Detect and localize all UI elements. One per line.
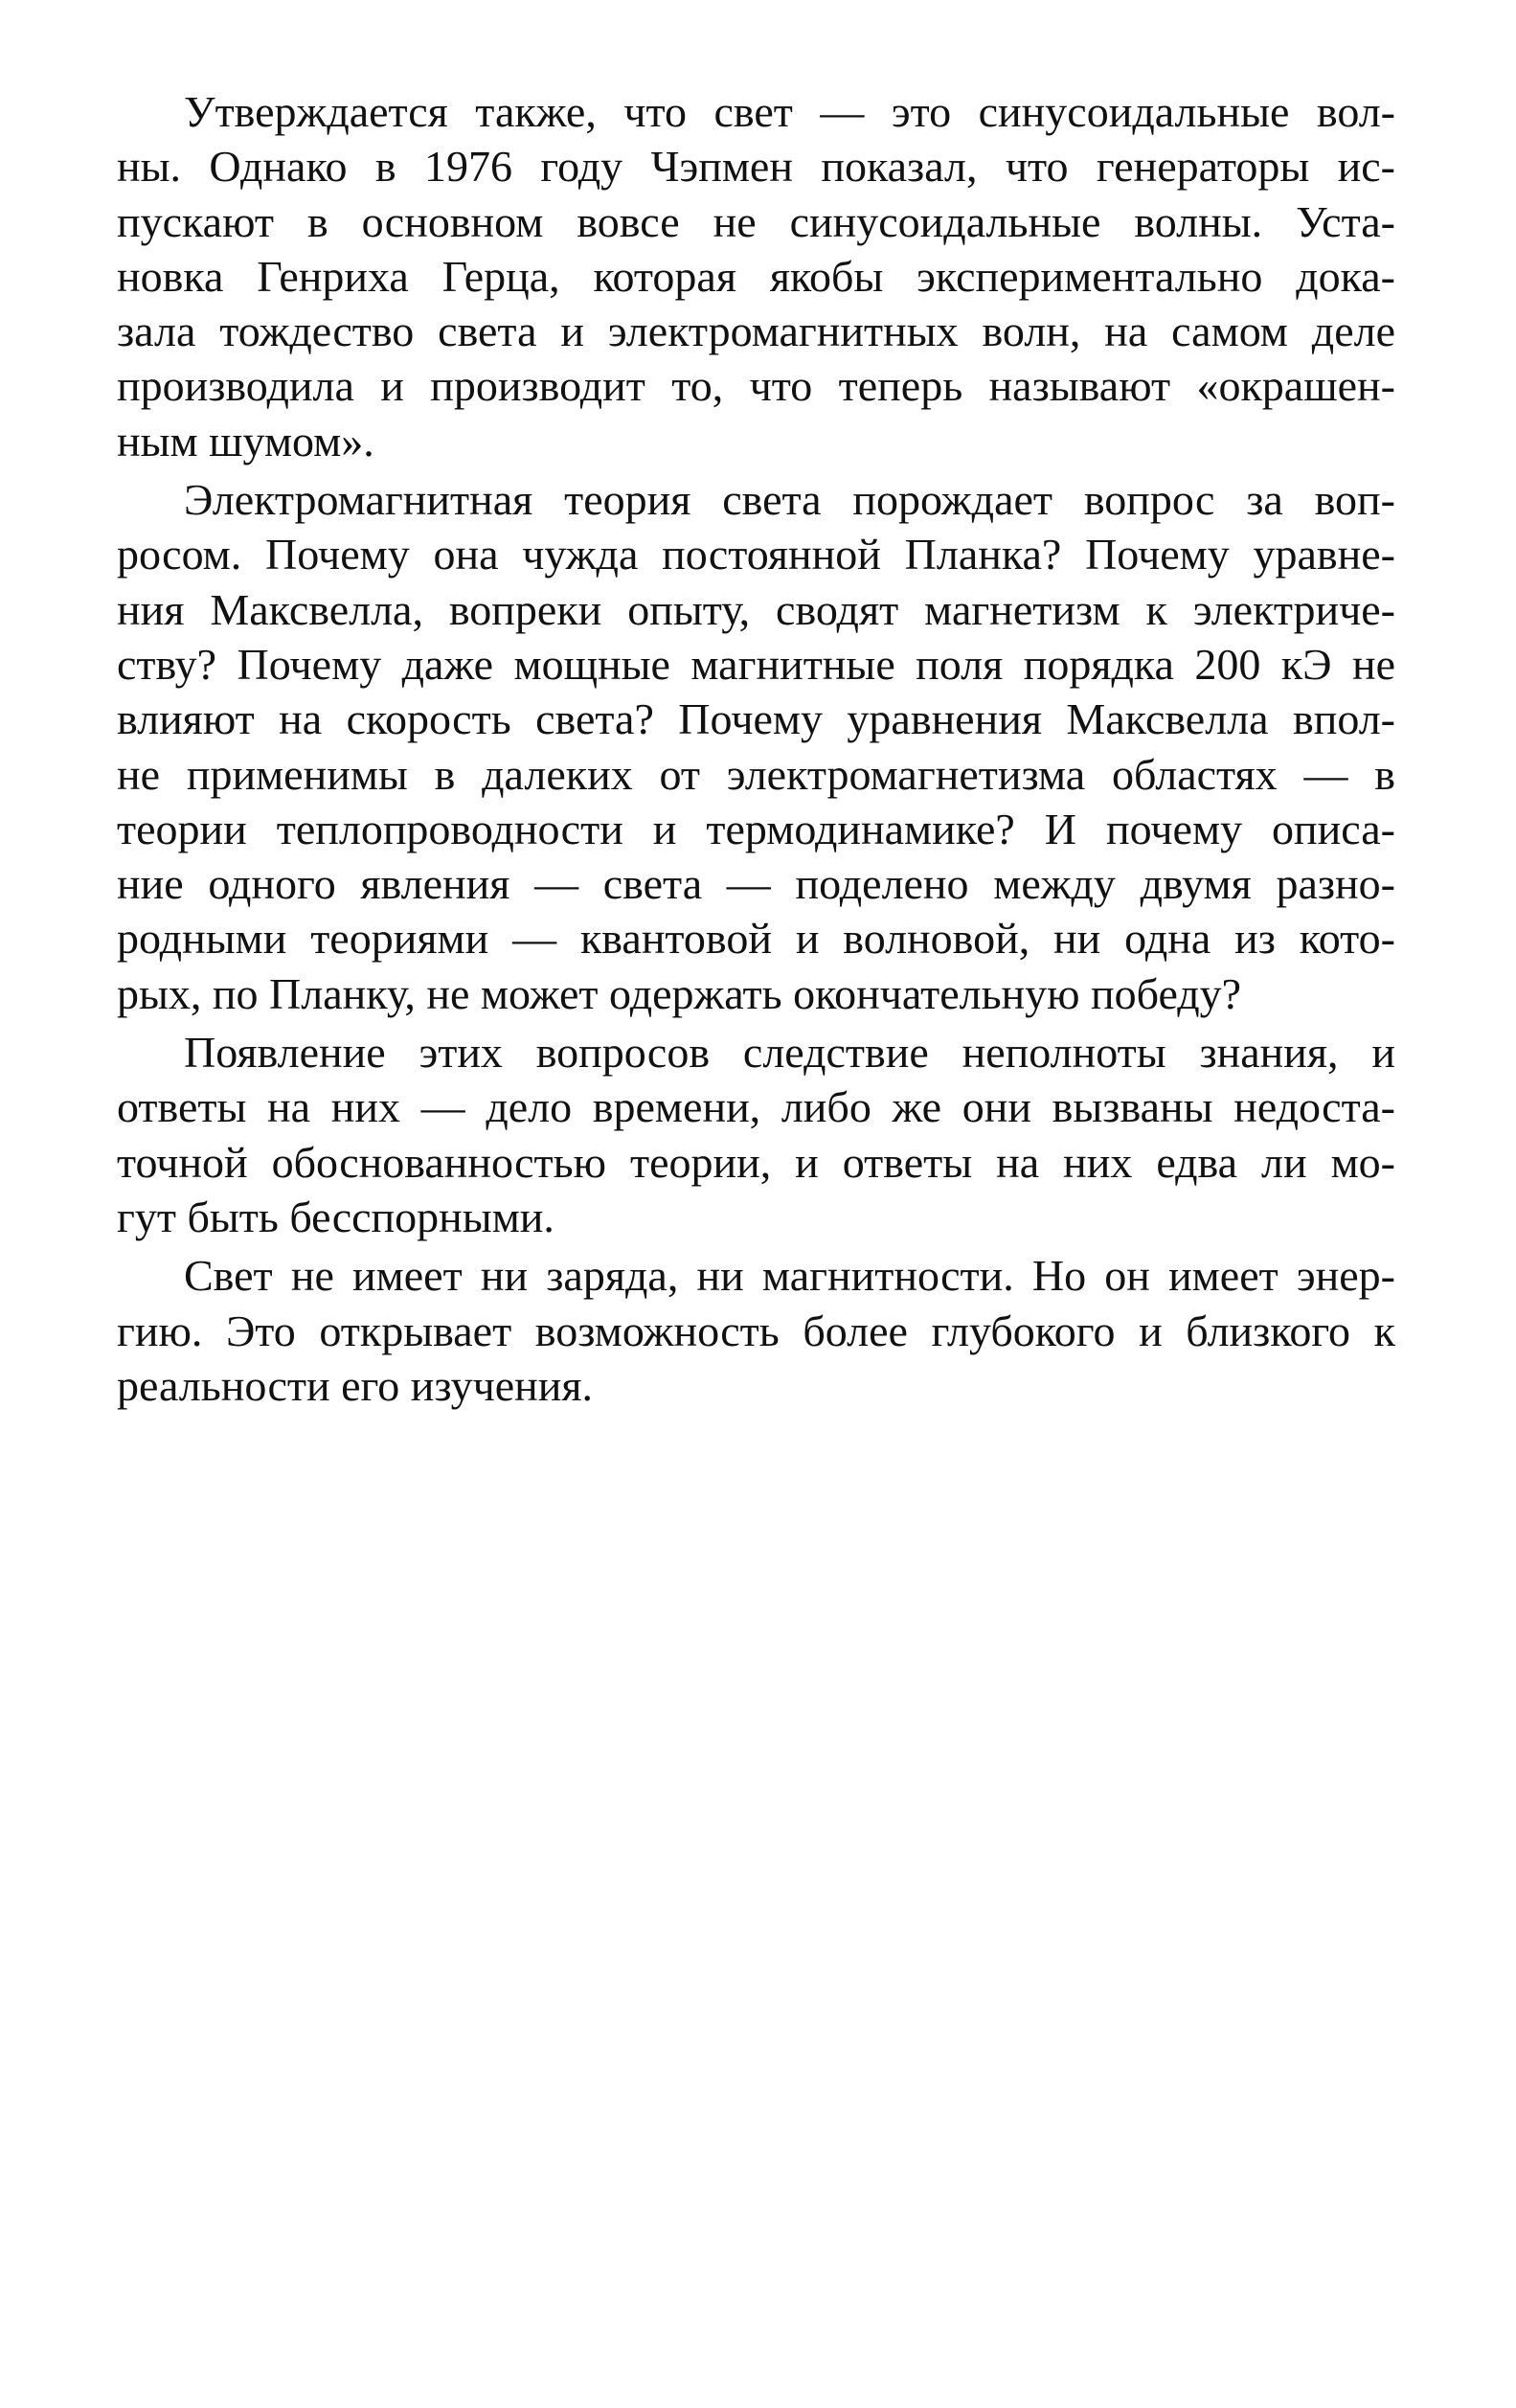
text-line: точной обоснованностью теории, и ответы на них едва ли мо-: [117, 1137, 1395, 1187]
text-line: влияют на скорость света? Почему уравнения Максвелла впол-: [117, 694, 1395, 744]
text-line: пускают в основном вовсе не синусоидальные волны. Уста-: [117, 196, 1395, 246]
text-line: теории теплопроводности и термодинамике? И почему описа-: [117, 804, 1395, 853]
text-line: ние одного явления — света — поделено между двумя разно-: [117, 859, 1395, 909]
text-line: Появление этих вопросов следствие неполноты знания, и: [184, 1028, 1395, 1078]
text-line: ству? Почему даже мощные магнитные поля порядка 200 кЭ не: [117, 639, 1395, 689]
body-text: [117, 84, 1395, 1417]
text-line: не применимы в далеких от электромагнетизма областях — в: [117, 749, 1395, 799]
paragraph-3: [117, 1025, 1395, 1244]
text-line: зала тождество света и электромагнитных волн, на самом деле: [117, 307, 1395, 356]
text-line: ным шумом».: [117, 416, 374, 466]
text-line: ния Максвелла, вопреки опыту, сводят магнетизм к электриче-: [117, 584, 1395, 634]
text-line: рых, по Планку, не может одержать окончательную победу?: [117, 968, 1242, 1018]
paragraph-4: [117, 1248, 1395, 1413]
text-line: производила и производит то, что теперь называют «окрашен-: [117, 361, 1395, 411]
paragraph-1: [117, 84, 1395, 468]
text-line: новка Генриха Герца, которая якобы экспериментально дока-: [117, 251, 1395, 301]
text-line: ответы на них — дело времени, либо же они вызваны недоста-: [117, 1082, 1395, 1132]
text-line: Утверждается также, что свет — это синусоидальные вол-: [184, 87, 1395, 136]
text-line: родными теориями — квантовой и волновой, ни одна из кото-: [117, 914, 1395, 964]
text-line: реальности его изучения.: [117, 1360, 594, 1410]
paragraph-2: [117, 472, 1395, 1021]
text-line: гут быть бесспорными.: [117, 1192, 554, 1241]
text-line: росом. Почему она чужда постоянной Планка? Почему уравне-: [117, 530, 1395, 579]
text-line: гию. Это открывает возможность более глубокого и близкого к: [117, 1306, 1395, 1355]
text-line: Свет не имеет ни заряда, ни магнитности. Но он имеет энер-: [184, 1251, 1395, 1301]
text-line: Электромагнитная теория света порождает вопрос за воп-: [184, 475, 1395, 525]
text-line: ны. Однако в 1976 году Чэпмен показал, что генераторы ис-: [117, 142, 1395, 192]
